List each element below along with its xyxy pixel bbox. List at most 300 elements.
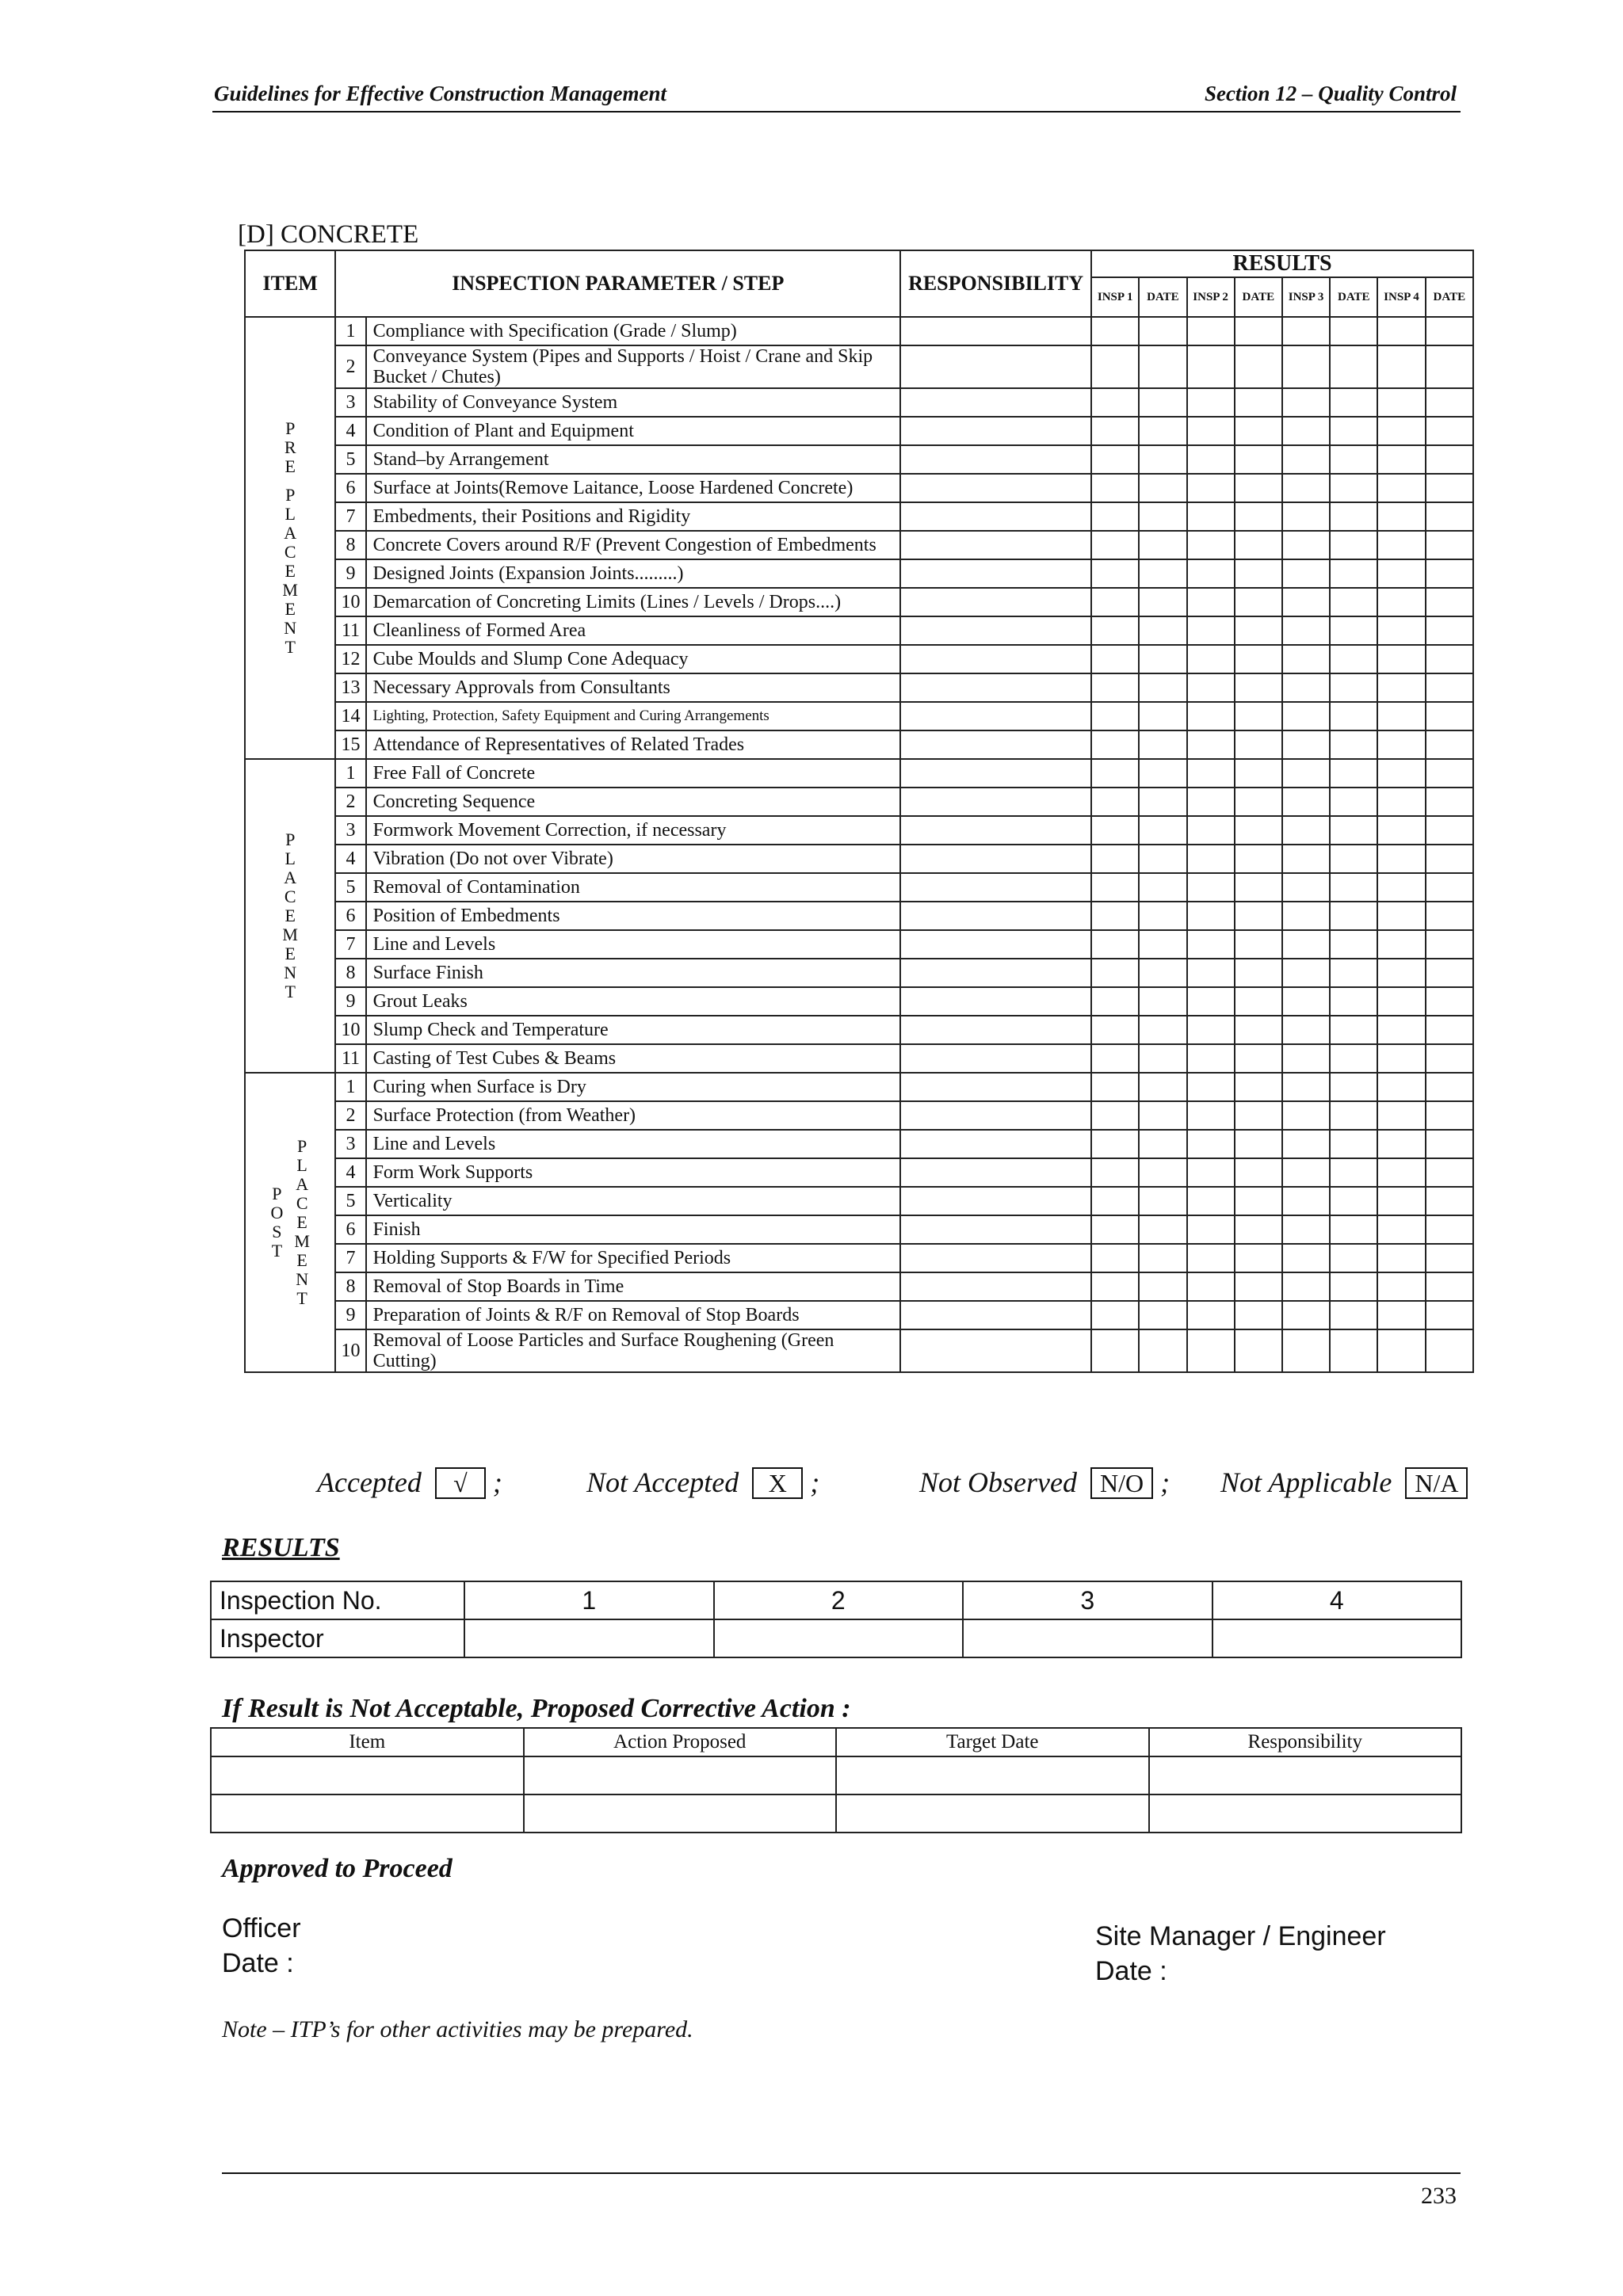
insp-result-cell[interactable] (1091, 445, 1139, 474)
responsibility-cell[interactable] (900, 1130, 1091, 1158)
insp-result-cell[interactable] (1377, 816, 1425, 845)
insp-result-cell[interactable] (1187, 502, 1235, 531)
date-cell[interactable] (1139, 1272, 1186, 1301)
date-cell[interactable] (1426, 730, 1473, 759)
date-cell[interactable] (1330, 730, 1377, 759)
insp-result-cell[interactable] (1187, 345, 1235, 388)
corrective-cell[interactable] (524, 1794, 837, 1833)
date-cell[interactable] (1235, 1301, 1282, 1329)
date-cell[interactable] (1330, 673, 1377, 702)
insp-result-cell[interactable] (1091, 873, 1139, 902)
date-cell[interactable] (1235, 788, 1282, 816)
date-cell[interactable] (1235, 645, 1282, 673)
date-cell[interactable] (1139, 345, 1186, 388)
responsibility-cell[interactable] (900, 845, 1091, 873)
insp-result-cell[interactable] (1377, 987, 1425, 1016)
insp-result-cell[interactable] (1187, 845, 1235, 873)
responsibility-cell[interactable] (900, 873, 1091, 902)
date-cell[interactable] (1426, 1158, 1473, 1187)
insp-result-cell[interactable] (1282, 474, 1330, 502)
insp-result-cell[interactable] (1377, 673, 1425, 702)
insp-result-cell[interactable] (1377, 502, 1425, 531)
date-cell[interactable] (1330, 1187, 1377, 1215)
responsibility-cell[interactable] (900, 1101, 1091, 1130)
responsibility-cell[interactable] (900, 388, 1091, 417)
corrective-cell[interactable] (524, 1756, 837, 1794)
responsibility-cell[interactable] (900, 502, 1091, 531)
date-cell[interactable] (1235, 1272, 1282, 1301)
insp-result-cell[interactable] (1187, 1272, 1235, 1301)
date-cell[interactable] (1139, 1101, 1186, 1130)
responsibility-cell[interactable] (900, 987, 1091, 1016)
date-cell[interactable] (1330, 1272, 1377, 1301)
insp-result-cell[interactable] (1091, 959, 1139, 987)
insp-result-cell[interactable] (1091, 616, 1139, 645)
responsibility-cell[interactable] (900, 759, 1091, 788)
insp-result-cell[interactable] (1091, 474, 1139, 502)
insp-result-cell[interactable] (1091, 345, 1139, 388)
date-cell[interactable] (1235, 559, 1282, 588)
date-cell[interactable] (1139, 474, 1186, 502)
insp-result-cell[interactable] (1282, 673, 1330, 702)
date-cell[interactable] (1426, 445, 1473, 474)
date-cell[interactable] (1235, 1044, 1282, 1073)
insp-result-cell[interactable] (1282, 930, 1330, 959)
responsibility-cell[interactable] (900, 959, 1091, 987)
responsibility-cell[interactable] (900, 788, 1091, 816)
insp-result-cell[interactable] (1091, 1101, 1139, 1130)
date-cell[interactable] (1235, 1158, 1282, 1187)
responsibility-cell[interactable] (900, 1187, 1091, 1215)
insp-result-cell[interactable] (1377, 1301, 1425, 1329)
date-cell[interactable] (1235, 759, 1282, 788)
date-cell[interactable] (1426, 1215, 1473, 1244)
date-cell[interactable] (1426, 759, 1473, 788)
responsibility-cell[interactable] (900, 902, 1091, 930)
date-cell[interactable] (1330, 1044, 1377, 1073)
inspector-cell-1[interactable] (464, 1619, 714, 1657)
insp-result-cell[interactable] (1377, 959, 1425, 987)
date-cell[interactable] (1330, 1329, 1377, 1372)
insp-result-cell[interactable] (1377, 317, 1425, 345)
date-cell[interactable] (1139, 730, 1186, 759)
date-cell[interactable] (1235, 388, 1282, 417)
date-cell[interactable] (1235, 317, 1282, 345)
insp-result-cell[interactable] (1187, 816, 1235, 845)
insp-result-cell[interactable] (1282, 788, 1330, 816)
date-cell[interactable] (1235, 616, 1282, 645)
date-cell[interactable] (1426, 902, 1473, 930)
date-cell[interactable] (1330, 616, 1377, 645)
insp-result-cell[interactable] (1282, 388, 1330, 417)
date-cell[interactable] (1426, 317, 1473, 345)
insp-result-cell[interactable] (1282, 987, 1330, 1016)
insp-result-cell[interactable] (1282, 645, 1330, 673)
insp-result-cell[interactable] (1377, 930, 1425, 959)
insp-result-cell[interactable] (1091, 930, 1139, 959)
date-cell[interactable] (1235, 959, 1282, 987)
date-cell[interactable] (1235, 702, 1282, 730)
insp-result-cell[interactable] (1282, 317, 1330, 345)
date-cell[interactable] (1235, 502, 1282, 531)
insp-result-cell[interactable] (1377, 788, 1425, 816)
insp-result-cell[interactable] (1377, 873, 1425, 902)
date-cell[interactable] (1139, 417, 1186, 445)
date-cell[interactable] (1426, 616, 1473, 645)
date-cell[interactable] (1330, 1215, 1377, 1244)
responsibility-cell[interactable] (900, 345, 1091, 388)
date-cell[interactable] (1426, 1329, 1473, 1372)
insp-result-cell[interactable] (1187, 959, 1235, 987)
date-cell[interactable] (1330, 930, 1377, 959)
insp-result-cell[interactable] (1377, 1073, 1425, 1101)
insp-result-cell[interactable] (1187, 759, 1235, 788)
insp-result-cell[interactable] (1091, 730, 1139, 759)
insp-result-cell[interactable] (1091, 388, 1139, 417)
date-cell[interactable] (1330, 1158, 1377, 1187)
responsibility-cell[interactable] (900, 1244, 1091, 1272)
responsibility-cell[interactable] (900, 1158, 1091, 1187)
responsibility-cell[interactable] (900, 559, 1091, 588)
insp-result-cell[interactable] (1091, 1187, 1139, 1215)
insp-result-cell[interactable] (1282, 1016, 1330, 1044)
date-cell[interactable] (1426, 1073, 1473, 1101)
date-cell[interactable] (1426, 930, 1473, 959)
responsibility-cell[interactable] (900, 417, 1091, 445)
insp-result-cell[interactable] (1091, 987, 1139, 1016)
insp-result-cell[interactable] (1091, 1272, 1139, 1301)
date-cell[interactable] (1139, 1215, 1186, 1244)
insp-result-cell[interactable] (1187, 474, 1235, 502)
date-cell[interactable] (1330, 959, 1377, 987)
insp-result-cell[interactable] (1187, 531, 1235, 559)
date-cell[interactable] (1426, 702, 1473, 730)
date-cell[interactable] (1330, 1244, 1377, 1272)
insp-result-cell[interactable] (1377, 1329, 1425, 1372)
date-cell[interactable] (1330, 702, 1377, 730)
corrective-cell[interactable] (211, 1794, 524, 1833)
insp-result-cell[interactable] (1282, 816, 1330, 845)
date-cell[interactable] (1235, 873, 1282, 902)
date-cell[interactable] (1330, 1073, 1377, 1101)
date-cell[interactable] (1139, 1044, 1186, 1073)
insp-result-cell[interactable] (1282, 1044, 1330, 1073)
insp-result-cell[interactable] (1187, 702, 1235, 730)
inspector-cell-2[interactable] (714, 1619, 964, 1657)
insp-result-cell[interactable] (1187, 930, 1235, 959)
insp-result-cell[interactable] (1282, 588, 1330, 616)
date-cell[interactable] (1235, 845, 1282, 873)
date-cell[interactable] (1426, 1244, 1473, 1272)
insp-result-cell[interactable] (1187, 873, 1235, 902)
insp-result-cell[interactable] (1187, 1158, 1235, 1187)
insp-result-cell[interactable] (1377, 1101, 1425, 1130)
insp-result-cell[interactable] (1282, 702, 1330, 730)
date-cell[interactable] (1330, 645, 1377, 673)
date-cell[interactable] (1139, 987, 1186, 1016)
corrective-cell[interactable] (1149, 1756, 1462, 1794)
insp-result-cell[interactable] (1187, 445, 1235, 474)
insp-result-cell[interactable] (1091, 417, 1139, 445)
insp-result-cell[interactable] (1282, 417, 1330, 445)
date-cell[interactable] (1235, 673, 1282, 702)
date-cell[interactable] (1139, 1130, 1186, 1158)
date-cell[interactable] (1139, 1244, 1186, 1272)
date-cell[interactable] (1330, 417, 1377, 445)
responsibility-cell[interactable] (900, 1301, 1091, 1329)
insp-result-cell[interactable] (1187, 1215, 1235, 1244)
responsibility-cell[interactable] (900, 673, 1091, 702)
date-cell[interactable] (1330, 1016, 1377, 1044)
date-cell[interactable] (1139, 959, 1186, 987)
insp-result-cell[interactable] (1377, 1044, 1425, 1073)
insp-result-cell[interactable] (1091, 1329, 1139, 1372)
date-cell[interactable] (1235, 1016, 1282, 1044)
insp-result-cell[interactable] (1091, 1073, 1139, 1101)
insp-result-cell[interactable] (1377, 1130, 1425, 1158)
insp-result-cell[interactable] (1187, 1329, 1235, 1372)
date-cell[interactable] (1426, 474, 1473, 502)
insp-result-cell[interactable] (1377, 474, 1425, 502)
date-cell[interactable] (1330, 502, 1377, 531)
responsibility-cell[interactable] (900, 702, 1091, 730)
insp-result-cell[interactable] (1282, 902, 1330, 930)
insp-result-cell[interactable] (1091, 902, 1139, 930)
insp-result-cell[interactable] (1187, 1301, 1235, 1329)
date-cell[interactable] (1330, 588, 1377, 616)
insp-result-cell[interactable] (1282, 873, 1330, 902)
insp-result-cell[interactable] (1377, 1215, 1425, 1244)
date-cell[interactable] (1426, 845, 1473, 873)
date-cell[interactable] (1235, 588, 1282, 616)
insp-result-cell[interactable] (1187, 1130, 1235, 1158)
date-cell[interactable] (1330, 788, 1377, 816)
insp-result-cell[interactable] (1091, 702, 1139, 730)
insp-result-cell[interactable] (1282, 445, 1330, 474)
insp-result-cell[interactable] (1187, 1187, 1235, 1215)
date-cell[interactable] (1426, 559, 1473, 588)
date-cell[interactable] (1235, 1215, 1282, 1244)
date-cell[interactable] (1330, 1130, 1377, 1158)
insp-result-cell[interactable] (1282, 345, 1330, 388)
date-cell[interactable] (1235, 730, 1282, 759)
insp-result-cell[interactable] (1377, 759, 1425, 788)
insp-result-cell[interactable] (1187, 1244, 1235, 1272)
date-cell[interactable] (1139, 317, 1186, 345)
insp-result-cell[interactable] (1377, 559, 1425, 588)
insp-result-cell[interactable] (1377, 1272, 1425, 1301)
date-cell[interactable] (1235, 816, 1282, 845)
insp-result-cell[interactable] (1282, 845, 1330, 873)
insp-result-cell[interactable] (1377, 645, 1425, 673)
date-cell[interactable] (1235, 1244, 1282, 1272)
date-cell[interactable] (1235, 474, 1282, 502)
date-cell[interactable] (1139, 930, 1186, 959)
date-cell[interactable] (1139, 1329, 1186, 1372)
date-cell[interactable] (1139, 645, 1186, 673)
insp-result-cell[interactable] (1091, 816, 1139, 845)
responsibility-cell[interactable] (900, 445, 1091, 474)
insp-result-cell[interactable] (1377, 588, 1425, 616)
insp-result-cell[interactable] (1091, 845, 1139, 873)
insp-result-cell[interactable] (1377, 531, 1425, 559)
date-cell[interactable] (1330, 445, 1377, 474)
insp-result-cell[interactable] (1187, 730, 1235, 759)
date-cell[interactable] (1235, 345, 1282, 388)
date-cell[interactable] (1139, 502, 1186, 531)
corrective-cell[interactable] (211, 1756, 524, 1794)
corrective-cell[interactable] (1149, 1794, 1462, 1833)
date-cell[interactable] (1330, 845, 1377, 873)
date-cell[interactable] (1235, 1073, 1282, 1101)
insp-result-cell[interactable] (1091, 759, 1139, 788)
insp-result-cell[interactable] (1282, 1073, 1330, 1101)
date-cell[interactable] (1139, 559, 1186, 588)
insp-result-cell[interactable] (1187, 673, 1235, 702)
insp-result-cell[interactable] (1282, 759, 1330, 788)
insp-result-cell[interactable] (1282, 1301, 1330, 1329)
insp-result-cell[interactable] (1187, 645, 1235, 673)
insp-result-cell[interactable] (1091, 559, 1139, 588)
date-cell[interactable] (1426, 1301, 1473, 1329)
date-cell[interactable] (1139, 1073, 1186, 1101)
date-cell[interactable] (1139, 788, 1186, 816)
date-cell[interactable] (1139, 531, 1186, 559)
date-cell[interactable] (1330, 531, 1377, 559)
date-cell[interactable] (1139, 673, 1186, 702)
date-cell[interactable] (1330, 345, 1377, 388)
date-cell[interactable] (1235, 1187, 1282, 1215)
insp-result-cell[interactable] (1187, 1044, 1235, 1073)
date-cell[interactable] (1426, 1044, 1473, 1073)
date-cell[interactable] (1139, 1016, 1186, 1044)
inspector-cell-3[interactable] (963, 1619, 1212, 1657)
date-cell[interactable] (1139, 873, 1186, 902)
date-cell[interactable] (1426, 959, 1473, 987)
insp-result-cell[interactable] (1282, 1215, 1330, 1244)
insp-result-cell[interactable] (1377, 1158, 1425, 1187)
insp-result-cell[interactable] (1377, 730, 1425, 759)
date-cell[interactable] (1330, 317, 1377, 345)
insp-result-cell[interactable] (1187, 788, 1235, 816)
date-cell[interactable] (1426, 1187, 1473, 1215)
date-cell[interactable] (1426, 987, 1473, 1016)
insp-result-cell[interactable] (1187, 987, 1235, 1016)
date-cell[interactable] (1330, 1301, 1377, 1329)
date-cell[interactable] (1426, 345, 1473, 388)
date-cell[interactable] (1139, 388, 1186, 417)
corrective-cell[interactable] (836, 1756, 1149, 1794)
date-cell[interactable] (1139, 702, 1186, 730)
responsibility-cell[interactable] (900, 531, 1091, 559)
insp-result-cell[interactable] (1091, 588, 1139, 616)
date-cell[interactable] (1235, 1329, 1282, 1372)
date-cell[interactable] (1426, 388, 1473, 417)
responsibility-cell[interactable] (900, 616, 1091, 645)
insp-result-cell[interactable] (1282, 502, 1330, 531)
date-cell[interactable] (1426, 588, 1473, 616)
insp-result-cell[interactable] (1377, 616, 1425, 645)
insp-result-cell[interactable] (1187, 317, 1235, 345)
insp-result-cell[interactable] (1187, 388, 1235, 417)
insp-result-cell[interactable] (1377, 388, 1425, 417)
responsibility-cell[interactable] (900, 1016, 1091, 1044)
date-cell[interactable] (1426, 1101, 1473, 1130)
date-cell[interactable] (1426, 673, 1473, 702)
insp-result-cell[interactable] (1091, 645, 1139, 673)
responsibility-cell[interactable] (900, 930, 1091, 959)
date-cell[interactable] (1139, 902, 1186, 930)
date-cell[interactable] (1426, 417, 1473, 445)
insp-result-cell[interactable] (1282, 1187, 1330, 1215)
insp-result-cell[interactable] (1187, 559, 1235, 588)
date-cell[interactable] (1330, 987, 1377, 1016)
responsibility-cell[interactable] (900, 1272, 1091, 1301)
responsibility-cell[interactable] (900, 1215, 1091, 1244)
date-cell[interactable] (1426, 1016, 1473, 1044)
insp-result-cell[interactable] (1282, 1130, 1330, 1158)
insp-result-cell[interactable] (1091, 1016, 1139, 1044)
insp-result-cell[interactable] (1282, 1101, 1330, 1130)
date-cell[interactable] (1330, 816, 1377, 845)
date-cell[interactable] (1235, 445, 1282, 474)
date-cell[interactable] (1330, 559, 1377, 588)
responsibility-cell[interactable] (900, 816, 1091, 845)
insp-result-cell[interactable] (1282, 616, 1330, 645)
date-cell[interactable] (1235, 930, 1282, 959)
responsibility-cell[interactable] (900, 730, 1091, 759)
date-cell[interactable] (1426, 645, 1473, 673)
date-cell[interactable] (1139, 588, 1186, 616)
insp-result-cell[interactable] (1187, 902, 1235, 930)
insp-result-cell[interactable] (1377, 417, 1425, 445)
insp-result-cell[interactable] (1091, 502, 1139, 531)
insp-result-cell[interactable] (1282, 559, 1330, 588)
responsibility-cell[interactable] (900, 474, 1091, 502)
insp-result-cell[interactable] (1187, 1073, 1235, 1101)
date-cell[interactable] (1139, 816, 1186, 845)
insp-result-cell[interactable] (1091, 673, 1139, 702)
insp-result-cell[interactable] (1377, 1244, 1425, 1272)
date-cell[interactable] (1139, 845, 1186, 873)
date-cell[interactable] (1426, 531, 1473, 559)
insp-result-cell[interactable] (1187, 588, 1235, 616)
date-cell[interactable] (1139, 759, 1186, 788)
insp-result-cell[interactable] (1187, 417, 1235, 445)
corrective-cell[interactable] (836, 1794, 1149, 1833)
insp-result-cell[interactable] (1091, 788, 1139, 816)
date-cell[interactable] (1330, 388, 1377, 417)
date-cell[interactable] (1330, 1101, 1377, 1130)
insp-result-cell[interactable] (1187, 1101, 1235, 1130)
insp-result-cell[interactable] (1377, 902, 1425, 930)
insp-result-cell[interactable] (1377, 1016, 1425, 1044)
insp-result-cell[interactable] (1187, 1016, 1235, 1044)
insp-result-cell[interactable] (1377, 1187, 1425, 1215)
date-cell[interactable] (1235, 531, 1282, 559)
insp-result-cell[interactable] (1377, 445, 1425, 474)
insp-result-cell[interactable] (1282, 1329, 1330, 1372)
insp-result-cell[interactable] (1377, 702, 1425, 730)
date-cell[interactable] (1330, 759, 1377, 788)
date-cell[interactable] (1139, 1301, 1186, 1329)
date-cell[interactable] (1139, 1158, 1186, 1187)
insp-result-cell[interactable] (1091, 317, 1139, 345)
insp-result-cell[interactable] (1091, 1301, 1139, 1329)
date-cell[interactable] (1235, 417, 1282, 445)
insp-result-cell[interactable] (1282, 1272, 1330, 1301)
date-cell[interactable] (1330, 873, 1377, 902)
